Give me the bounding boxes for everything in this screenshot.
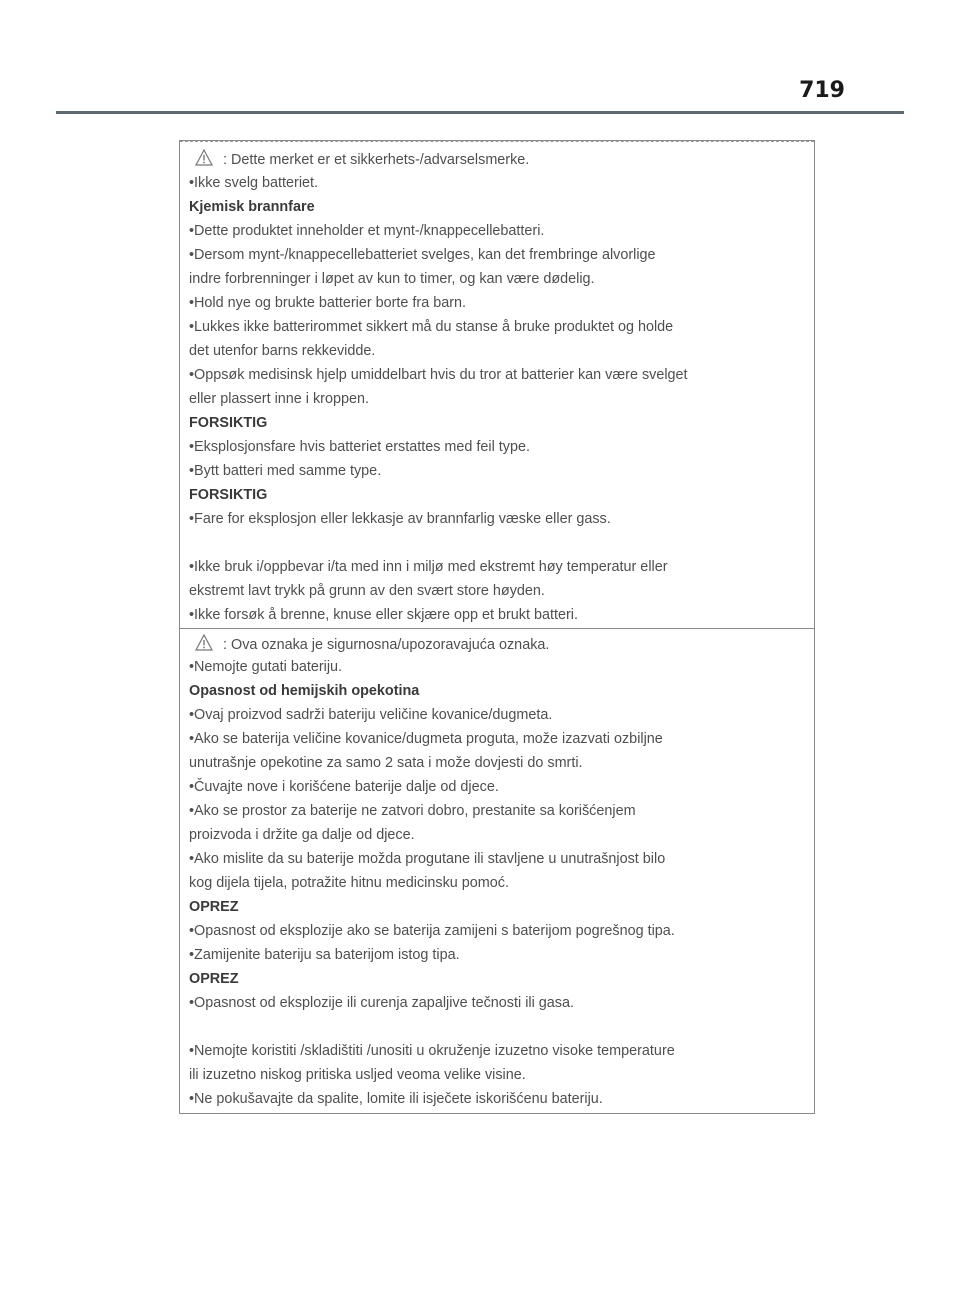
bullet-line: •Ako se prostor za baterije ne zatvori dobro, prestanite sa korišćenjem [189, 803, 636, 819]
bullet-line: •Ikke svelg batteriet. [189, 175, 319, 191]
bullet-line: •Ikke bruk i/oppbevar i/ta med inn i miljø med ekstremt høy temperatur eller [189, 559, 668, 575]
warning-box [179, 140, 815, 1114]
bullet-line: •Ovaj proizvod sadrži bateriju veličine kovanice/dugmeta. [189, 707, 553, 723]
bullet-line: •Opasnost od eksplozije ako se baterija zamijeni s baterijom pogrešnog tipa. [189, 923, 675, 939]
bullet-line: •Opasnost od eksplozije ili curenja zapaljive tečnosti ili gasa. [189, 995, 574, 1011]
continuation-line: eller plassert inne i kroppen. [189, 391, 369, 407]
bullet-line: •Oppsøk medisinsk hjelp umiddelbart hvis du tror at batterier kan være svelget [189, 367, 688, 383]
caution-heading: FORSIKTIG [189, 415, 268, 431]
warning-intro-text: : Dette merket er et sikkerhets-/advarselsmerke. [223, 152, 530, 168]
bullet-line: •Lukkes ikke batterirommet sikkert må du stanse å bruke produktet og holde [189, 319, 674, 335]
bullet-line: •Eksplosjonsfare hvis batteriet erstattes med feil type. [189, 439, 530, 455]
continuation-line: det utenfor barns rekkevidde. [189, 343, 376, 359]
caution-heading: FORSIKTIG [189, 487, 268, 503]
warning-intro-text: : Ova oznaka je sigurnosna/upozoravajuća oznaka. [223, 637, 550, 653]
continuation-line: kog dijela tijela, potražite hitnu medicinsku pomoć. [189, 875, 509, 891]
norwegian-section [180, 141, 814, 629]
bullet-line: •Ako mislite da su baterije možda progutane ili stavljene u unutrašnjost bilo [189, 851, 666, 867]
bullet-line: •Hold nye og brukte batterier borte fra barn. [189, 295, 467, 311]
header-rule [56, 111, 904, 114]
warning-intro [189, 634, 549, 654]
croatian-section [180, 628, 814, 1115]
bullet-line: •Fare for eksplosjon eller lekkasje av brannfarlig væske eller gass. [189, 511, 611, 527]
bullet-line: •Dersom mynt-/knappecellebatteriet svelges, kan det frembringe alvorlige [189, 247, 656, 263]
bullet-line: •Ikke forsøk å brenne, knuse eller skjære opp et brukt batteri. [189, 607, 578, 623]
continuation-line: ili izuzetno niskog pritiska usljed veoma velike visine. [189, 1067, 526, 1083]
warning-intro [189, 149, 529, 169]
continuation-line: proizvoda i držite ga dalje od djece. [189, 827, 415, 843]
bullet-line: •Nemojte koristiti /skladištiti /unositi u okruženje izuzetno visoke temperature [189, 1043, 675, 1059]
continuation-line: unutrašnje opekotine za samo 2 sata i može dovjesti do smrti. [189, 755, 583, 771]
bullet-line: •Zamijenite bateriju sa baterijom istog tipa. [189, 947, 460, 963]
section-heading: Kjemisk brannfare [189, 199, 315, 215]
continuation-line: ekstremt lavt trykk på grunn av den svært store høyden. [189, 583, 545, 599]
bullet-line: •Bytt batteri med samme type. [189, 463, 382, 479]
section-heading: Opasnost od hemijskih opekotina [189, 683, 420, 699]
warning-triangle-icon [195, 634, 213, 651]
bullet-line: •Čuvajte nove i korišćene baterije dalje od djece. [189, 779, 499, 795]
bullet-line: •Dette produktet inneholder et mynt-/knappecellebatteri. [189, 223, 545, 239]
continuation-line: indre forbrenninger i løpet av kun to timer, og kan være dødelig. [189, 271, 595, 287]
bullet-line: •Ako se baterija veličine kovanice/dugmeta proguta, može izazvati ozbiljne [189, 731, 663, 747]
caution-heading: OPREZ [189, 899, 239, 915]
page-number: 719 [799, 78, 845, 103]
warning-triangle-icon [195, 149, 213, 166]
bullet-line: •Ne pokušavajte da spalite, lomite ili isječete iskorišćenu bateriju. [189, 1091, 603, 1107]
bullet-line: •Nemojte gutati bateriju. [189, 659, 343, 675]
caution-heading: OPREZ [189, 971, 239, 987]
